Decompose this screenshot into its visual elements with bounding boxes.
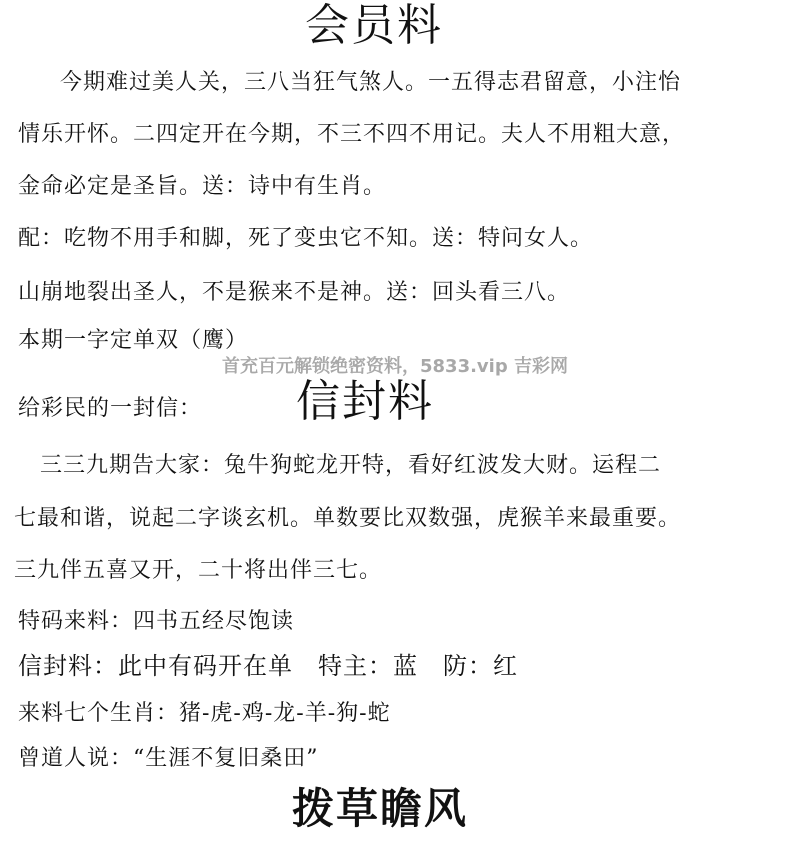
section-title-member: 会员料 — [305, 0, 443, 51]
envelope-line-6: 来料七个生肖：猪-虎-鸡-龙-羊-狗-蛇 — [18, 701, 391, 726]
letter-label: 给彩民的一封信： — [18, 396, 203, 421]
section-title-envelope: 信封料 — [296, 376, 434, 427]
envelope-line-2: 七最和谐，说起二字谈玄机。单数要比双数强，虎猴羊来最重要。 — [14, 506, 682, 531]
envelope-line-7: 曾道人说：“生涯不复旧桑田” — [18, 746, 319, 771]
member-line-6: 本期一字定单双（鹰） — [18, 328, 249, 353]
member-line-1: 今期难过美人关，三八当狂气煞人。一五得志君留意，小注怡 — [60, 70, 682, 95]
member-line-4: 配：吃物不用手和脚，死了变虫它不知。送：特问女人。 — [18, 226, 594, 251]
envelope-line-3: 三九伴五喜又开，二十将出伴三七。 — [14, 558, 383, 583]
member-line-3: 金命必定是圣旨。送：诗中有生肖。 — [18, 174, 387, 199]
member-line-5: 山崩地裂出圣人，不是猴来不是神。送：回头看三八。 — [18, 280, 571, 305]
watermark-text: 首充百元解锁绝密资料，5833.vip 吉彩网 — [222, 356, 568, 377]
envelope-line-5: 信封料：此中有码开在单 特主：蓝 防：红 — [18, 652, 518, 680]
section-title-grass: 拨草瞻风 — [292, 784, 469, 833]
envelope-line-4: 特码来料：四书五经尽饱读 — [18, 609, 295, 634]
member-line-2: 情乐开怀。二四定开在今期，不三不四不用记。夫人不用粗大意， — [18, 122, 686, 147]
envelope-line-1: 三三九期告大家：兔牛狗蛇龙开特，看好红波发大财。运程二 — [40, 453, 662, 478]
